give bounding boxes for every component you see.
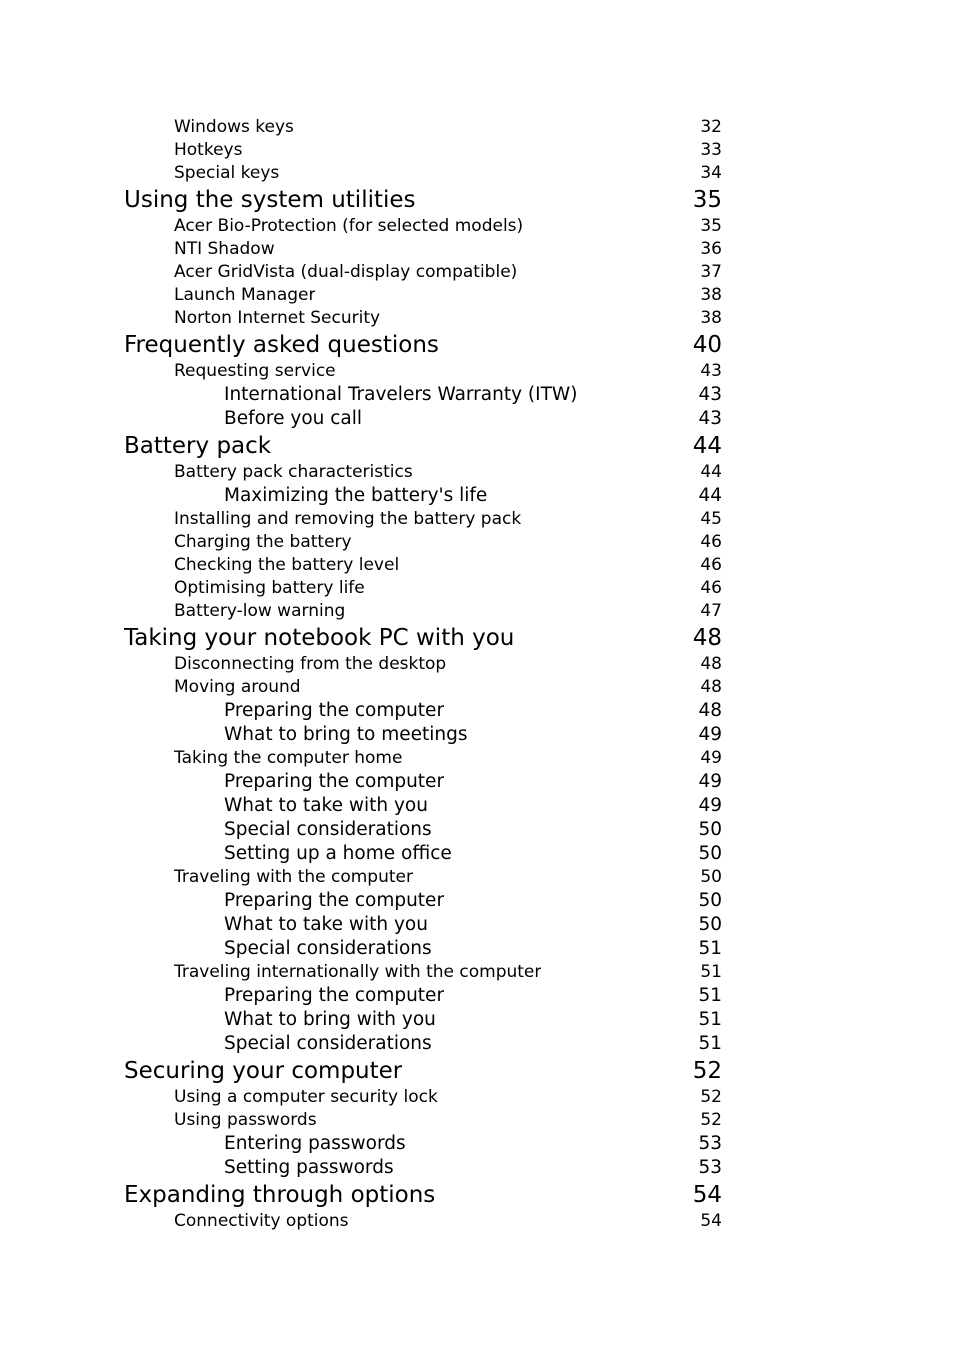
toc-subsection[interactable]: [124, 238, 722, 261]
toc-page-number: 54: [692, 1182, 722, 1208]
toc-subsubsection[interactable]: [124, 842, 722, 866]
toc-subsubsection[interactable]: [124, 818, 722, 842]
toc-entry-title: Using passwords: [174, 1110, 317, 1130]
toc-page-number: 46: [700, 578, 722, 598]
toc-subsubsection[interactable]: [124, 937, 722, 961]
toc-entry-title: International Travelers Warranty (ITW): [224, 384, 578, 405]
toc-subsubsection[interactable]: [124, 1008, 722, 1032]
toc-page-number: 36: [700, 239, 722, 259]
toc-entry-title: Connectivity options: [174, 1211, 349, 1231]
toc-subsection[interactable]: [124, 554, 722, 577]
toc-subsubsection[interactable]: [124, 889, 722, 913]
toc-page-number: 43: [698, 384, 722, 405]
toc-entry-title: Preparing the computer: [224, 771, 445, 792]
toc-page-number: 51: [700, 962, 722, 982]
toc-subsubsection[interactable]: [124, 770, 722, 794]
toc-section-heading[interactable]: [124, 1056, 722, 1086]
toc-page-number: 44: [698, 485, 722, 506]
toc-entry-title: Expanding through options: [124, 1182, 436, 1208]
toc-page-number: 53: [698, 1133, 722, 1154]
toc-subsection[interactable]: [124, 307, 722, 330]
toc-page-number: 38: [700, 308, 722, 328]
table-of-contents: [124, 116, 722, 1233]
toc-entry-title: Maximizing the battery's life: [224, 485, 488, 506]
toc-entry-title: Special considerations: [224, 1033, 432, 1054]
toc-entry-title: Special considerations: [224, 819, 432, 840]
toc-subsection[interactable]: [124, 261, 722, 284]
toc-entry-title: Hotkeys: [174, 140, 243, 160]
toc-entry-title: Preparing the computer: [224, 890, 445, 911]
toc-page-number: 40: [692, 332, 722, 358]
toc-entry-title: Using the system utilities: [124, 187, 416, 213]
toc-entry-title: Before you call: [224, 408, 363, 429]
toc-section-heading[interactable]: [124, 185, 722, 215]
toc-subsection[interactable]: [124, 360, 722, 383]
toc-page-number: 51: [698, 938, 722, 959]
toc-subsection[interactable]: [124, 139, 722, 162]
toc-entry-title: Special keys: [174, 163, 280, 183]
toc-subsection[interactable]: [124, 1210, 722, 1233]
toc-subsubsection[interactable]: [124, 794, 722, 818]
toc-page-number: 46: [700, 555, 722, 575]
toc-entry-title: Disconnecting from the desktop: [174, 654, 447, 674]
toc-entry-title: Launch Manager: [174, 285, 316, 305]
toc-section-heading[interactable]: [124, 1180, 722, 1210]
toc-page-number: 37: [700, 262, 722, 282]
toc-page-number: 52: [700, 1087, 722, 1107]
toc-entry-title: NTI Shadow: [174, 239, 275, 259]
toc-page-number: 43: [700, 361, 722, 381]
toc-page-number: 48: [700, 654, 722, 674]
toc-entry-title: Installing and removing the battery pack: [174, 509, 522, 529]
toc-page-number: 52: [692, 1058, 722, 1084]
toc-entry-title: Frequently asked questions: [124, 332, 439, 358]
toc-subsection[interactable]: [124, 162, 722, 185]
toc-entry-title: Using a computer security lock: [174, 1087, 438, 1107]
toc-subsection[interactable]: [124, 1109, 722, 1132]
toc-entry-title: Windows keys: [174, 117, 294, 137]
toc-subsection[interactable]: [124, 577, 722, 600]
toc-page-number: 54: [700, 1211, 722, 1231]
toc-page-number: 35: [692, 187, 722, 213]
toc-page-number: 49: [698, 795, 722, 816]
toc-subsection[interactable]: [124, 600, 722, 623]
toc-entry-title: Preparing the computer: [224, 985, 445, 1006]
toc-entry-title: Taking your notebook PC with you: [124, 625, 515, 651]
toc-subsection[interactable]: [124, 116, 722, 139]
toc-entry-title: Preparing the computer: [224, 700, 445, 721]
toc-page-number: 52: [700, 1110, 722, 1130]
toc-subsection[interactable]: [124, 866, 722, 889]
toc-entry-title: Entering passwords: [224, 1133, 406, 1154]
toc-page-number: 51: [698, 1033, 722, 1054]
toc-page-number: 46: [700, 532, 722, 552]
toc-subsection[interactable]: [124, 461, 722, 484]
toc-page-number: 48: [698, 700, 722, 721]
toc-subsection[interactable]: [124, 284, 722, 307]
toc-page-number: 48: [692, 625, 722, 651]
toc-page-number: 50: [700, 867, 722, 887]
toc-page-number: 49: [698, 771, 722, 792]
toc-section-heading[interactable]: [124, 431, 722, 461]
toc-subsubsection[interactable]: [124, 484, 722, 508]
toc-page-number: 33: [700, 140, 722, 160]
toc-entry-title: Traveling with the computer: [174, 867, 413, 887]
toc-entry-title: Taking the computer home: [174, 748, 403, 768]
toc-entry-title: Setting up a home office: [224, 843, 452, 864]
toc-page-number: 51: [698, 985, 722, 1006]
toc-page-number: 48: [700, 677, 722, 697]
toc-entry-title: Traveling internationally with the computer: [174, 962, 542, 982]
toc-entry-title: Battery pack characteristics: [174, 462, 413, 482]
toc-entry-title: What to bring to meetings: [224, 724, 468, 745]
toc-page-number: 44: [692, 433, 722, 459]
toc-page-number: 35: [700, 216, 722, 236]
toc-subsection[interactable]: [124, 961, 722, 984]
toc-subsection[interactable]: [124, 676, 722, 699]
toc-entry-title: Optimising battery life: [174, 578, 365, 598]
toc-entry-title: Acer GridVista (dual-display compatible): [174, 262, 518, 282]
toc-subsubsection[interactable]: [124, 1032, 722, 1056]
toc-section-heading[interactable]: [124, 330, 722, 360]
toc-entry-title: Setting passwords: [224, 1157, 394, 1178]
toc-entry-title: Special considerations: [224, 938, 432, 959]
toc-page-number: 44: [700, 462, 722, 482]
toc-subsection[interactable]: [124, 653, 722, 676]
toc-subsubsection[interactable]: [124, 383, 722, 407]
toc-page-number: 50: [698, 843, 722, 864]
toc-entry-title: What to take with you: [224, 795, 428, 816]
toc-entry-title: Acer Bio-Protection (for selected models): [174, 216, 524, 236]
toc-entry-title: What to take with you: [224, 914, 428, 935]
toc-entry-title: Requesting service: [174, 361, 336, 381]
toc-page-number: 47: [700, 601, 722, 621]
toc-page-number: 50: [698, 914, 722, 935]
toc-section-heading[interactable]: [124, 623, 722, 653]
toc-subsubsection[interactable]: [124, 913, 722, 937]
toc-subsection[interactable]: [124, 1086, 722, 1109]
toc-page-number: 32: [700, 117, 722, 137]
toc-subsection[interactable]: [124, 531, 722, 554]
toc-subsubsection[interactable]: [124, 1132, 722, 1156]
toc-page-number: 34: [700, 163, 722, 183]
toc-entry-title: Moving around: [174, 677, 301, 697]
toc-subsubsection[interactable]: [124, 699, 722, 723]
toc-page-number: 50: [698, 890, 722, 911]
toc-entry-title: Battery pack: [124, 433, 272, 459]
toc-entry-title: Checking the battery level: [174, 555, 400, 575]
toc-page-number: 38: [700, 285, 722, 305]
toc-subsection[interactable]: [124, 747, 722, 770]
toc-page-number: 53: [698, 1157, 722, 1178]
toc-entry-title: Charging the battery: [174, 532, 352, 552]
toc-page-number: 51: [698, 1009, 722, 1030]
toc-subsection[interactable]: [124, 215, 722, 238]
toc-page-number: 49: [700, 748, 722, 768]
toc-entry-title: Norton Internet Security: [174, 308, 381, 328]
toc-subsection[interactable]: [124, 508, 722, 531]
toc-subsubsection[interactable]: [124, 1156, 722, 1180]
toc-subsubsection[interactable]: [124, 407, 722, 431]
toc-entry-title: What to bring with you: [224, 1009, 436, 1030]
toc-entry-title: Battery-low warning: [174, 601, 346, 621]
toc-page-number: 43: [698, 408, 722, 429]
toc-entry-title: Securing your computer: [124, 1058, 403, 1084]
toc-subsubsection[interactable]: [124, 984, 722, 1008]
toc-page-number: 49: [698, 724, 722, 745]
toc-page-number: 50: [698, 819, 722, 840]
toc-page-number: 45: [700, 509, 722, 529]
toc-subsubsection[interactable]: [124, 723, 722, 747]
